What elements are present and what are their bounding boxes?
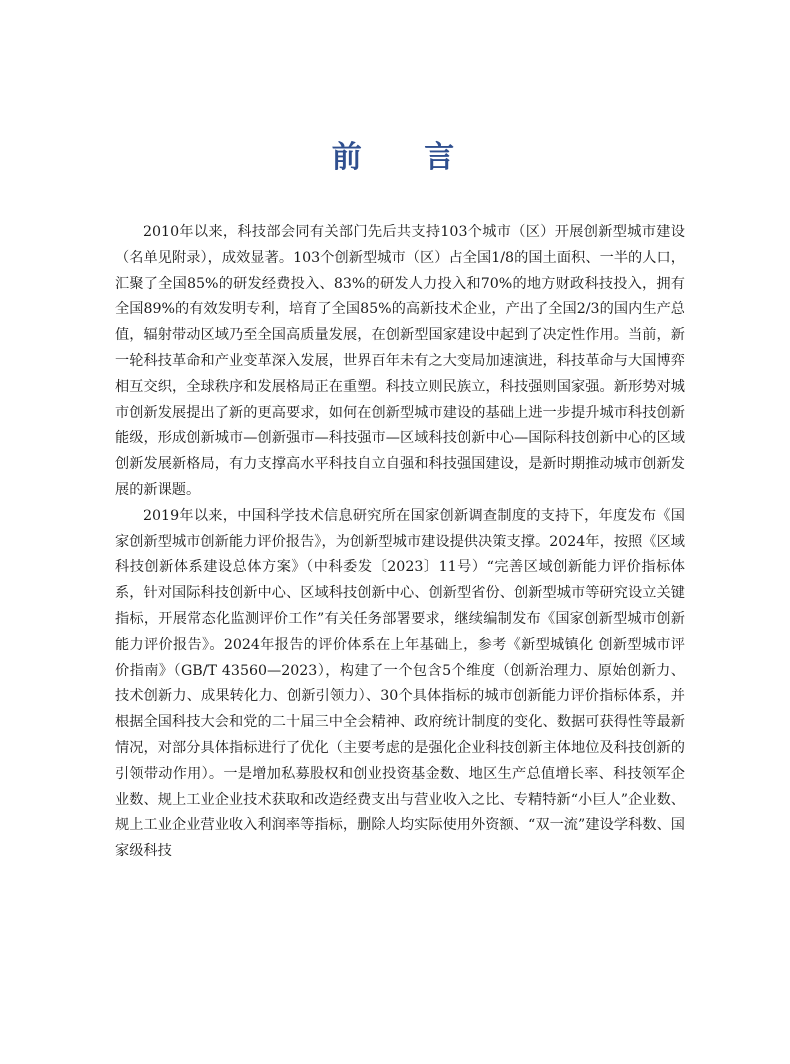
paragraph-2: 2019年以来，中国科学技术信息研究所在国家创新调查制度的支持下，年度发布《国家创新型城市创新能力评价报告》，为创新型城市建设提供决策支撑。2024年，按照《区域科技创新体系建设总体方案》（中科委发〔2023〕11号）“完善区域创新能力评价指标体系，针对国际科技创新中心、区域科技创新中心、创新型省份、创新型城市等研究设立关键指标，开展常态化监测评价工作”有关任务部署要求，继续编制发布《国家创新型城市创新能力评价报告》。2024年报告的评价体系在上年基础上，参考《新型城镇化 创新型城市评价指南》（GB/T 43560—2023），构建了一个包含5个维度（创新治理力、原始创新力、技术创新力、成果转化力、创新引领力）、30个具体指标的城市创新能力评价指标体系，并根据全国科技大会和党的二十届三中全会精神、政府统计制度的变化、数据可获得性等最新情况，对部分具体指标进行了优化（主要考虑的是强化企业科技创新主体地位及科技创新的引领带动作用）。一是增加私募股权和创业投资基金数、地区生产总值增长率、科技领军企业数、规上工业企业技术获取和改造经费支出与营业收入之比、专精特新“小巨人”企业数、规上工业企业营业收入利润率等指标，删除人均实际使用外资额、“双一流”建设学科数、国家级科技	[115, 507, 685, 860]
page-title: 前 言	[331, 140, 481, 175]
body-text	[115, 220, 685, 865]
paragraph-1: 2010年以来，科技部会同有关部门先后共支持103个城市（区）开展创新型城市建设（名单见附录），成效显著。103个创新型城市（区）占全国1/8的国土面积、一半的人口，汇聚了全国85%的研发经费投入、83%的研发人力投入和70%的地方财政科技投入，拥有全国89%的有效发明专利，培育了全国85%的高新技术企业，产出了全国2/3的国内生产总值，辐射带动区域乃至全国高质量发展，在创新型国家建设中起到了决定性作用。当前，新一轮科技革命和产业变革深入发展，世界百年未有之大变局加速演进，科技革命与大国博弈相互交织，全球秩序和发展格局正在重塑。科技立则民族立，科技强则国家强。新形势对城市创新发展提出了新的更高要求，如何在创新型城市建设的基础上进一步提升城市科技创新能级，形成创新城市—创新强市—科技强市—区域科技创新中心—国际科技创新中心的区域创新发展新格局，有力支撑高水平科技自立自强和科技强国建设，是新时期推动城市创新发展的新课题。	[115, 224, 685, 498]
